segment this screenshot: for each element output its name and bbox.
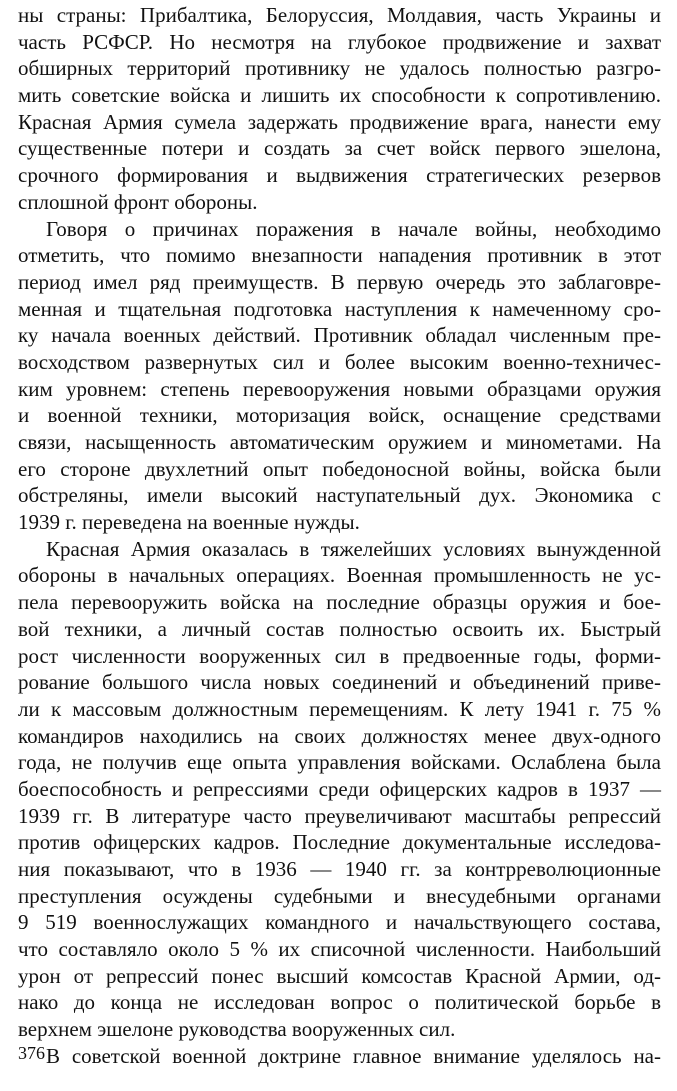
text-line: рост численности вооруженных сил в предвоенные годы, форми-: [18, 643, 661, 668]
text-line: его стороне двухлетний опыт победоносной войны, войска были: [18, 456, 661, 481]
text-line: урон от репрессий понес высший комсостав Красной Армии, од-: [18, 963, 661, 988]
text-line: командиров находились на своих должностях менее двух-одного: [18, 723, 661, 748]
text-line: ли к массовым должностным перемещениям. К лету 1941 г. 75 %: [18, 696, 661, 721]
text-line: года, не получив еще опыта управления войсками. Ослаблена была: [18, 750, 661, 775]
text-line: восходством развернутых сил и более высоким военно-техничес-: [18, 349, 661, 374]
text-line: и военной техники, моторизация войск, оснащение средствами: [18, 403, 661, 428]
text-line: Красная Армия сумела задержать продвижение врага, нанести ему: [18, 109, 661, 134]
text-line: Красная Армия оказалась в тяжелейших условиях вынужденной: [46, 536, 661, 561]
text-line: ким уровнем: степень перевооружения новыми образцами оружия: [18, 376, 661, 401]
page-text: [18, 2, 661, 1070]
paragraph-3: [18, 536, 661, 1043]
text-line: связи, насыщенность автоматическим оружием и минометами. На: [18, 430, 661, 454]
paragraph-2: [18, 216, 661, 536]
text-line: период имел ряд преимуществ. В первую очередь это заблаговре-: [18, 269, 661, 294]
text-line: верхнем эшелоне руководства вооруженных сил.: [18, 1017, 456, 1042]
text-line: сплошной фронт обороны.: [18, 189, 258, 214]
text-line: 1939 гг. В литературе часто преувеличивают масштабы репрессий: [18, 803, 661, 828]
text-line: 9 519 военнослужащих командного и начальствующего состава,: [18, 910, 661, 935]
text-line: существенные потери и создать за счет войск первого эшелона,: [18, 136, 661, 161]
text-line: боеспособность и репрессиями среди офицерских кадров в 1937 —: [18, 776, 661, 801]
text-line: 1939 г. переведена на военные нужды.: [18, 510, 360, 535]
text-line: Говоря о причинах поражения в начале войны, необходимо: [46, 216, 661, 241]
text-line: ку начала военных действий. Противник обладал численным пре-: [18, 323, 661, 348]
paragraph-1: [18, 2, 661, 216]
text-line: пела перевооружить войска на последние образцы оружия и бое-: [18, 590, 661, 615]
text-line: срочного формирования и выдвижения стратегических резервов: [18, 163, 661, 188]
text-line: рование большого числа новых соединений и объединений приве-: [18, 670, 661, 695]
text-line: что составляло около 5 % их списочной численности. Наибольший: [18, 937, 661, 962]
text-line: В советской военной доктрине главное внимание уделялось на-: [46, 1043, 661, 1068]
text-line: обстреляны, имели высокий наступательный дух. Экономика с: [18, 483, 661, 508]
text-line: вой техники, а личный состав полностью освоить их. Быстрый: [18, 616, 661, 641]
text-line: часть РСФСР. Но несмотря на глубокое продвижение и захват: [18, 29, 661, 54]
text-line: менная и тщательная подготовка наступления к намеченному сро-: [18, 296, 661, 321]
text-line: отметить, что помимо внезапности нападения противник в этот: [18, 243, 661, 268]
text-line: нако до конца не исследован вопрос о политической борьбе в: [18, 990, 661, 1015]
paragraph-4: [18, 1043, 661, 1070]
text-line: преступления осуждены судебными и внесудебными органами: [18, 883, 661, 908]
text-line: мить советские войска и лишить их способности к сопротивлению.: [18, 83, 661, 108]
text-line: против офицерских кадров. Последние документальные исследова-: [18, 830, 661, 855]
text-line: обширных территорий противнику не удалось полностью разгро-: [18, 56, 661, 81]
text-line: ны страны: Прибалтика, Белоруссия, Молдавия, часть Украины и: [18, 3, 661, 27]
text-line: ния показывают, что в 1936 — 1940 гг. за контрреволюционные: [18, 857, 661, 881]
page-number: 376: [18, 1043, 45, 1063]
text-line: обороны в начальных операциях. Военная промышленность не ус-: [18, 563, 661, 588]
